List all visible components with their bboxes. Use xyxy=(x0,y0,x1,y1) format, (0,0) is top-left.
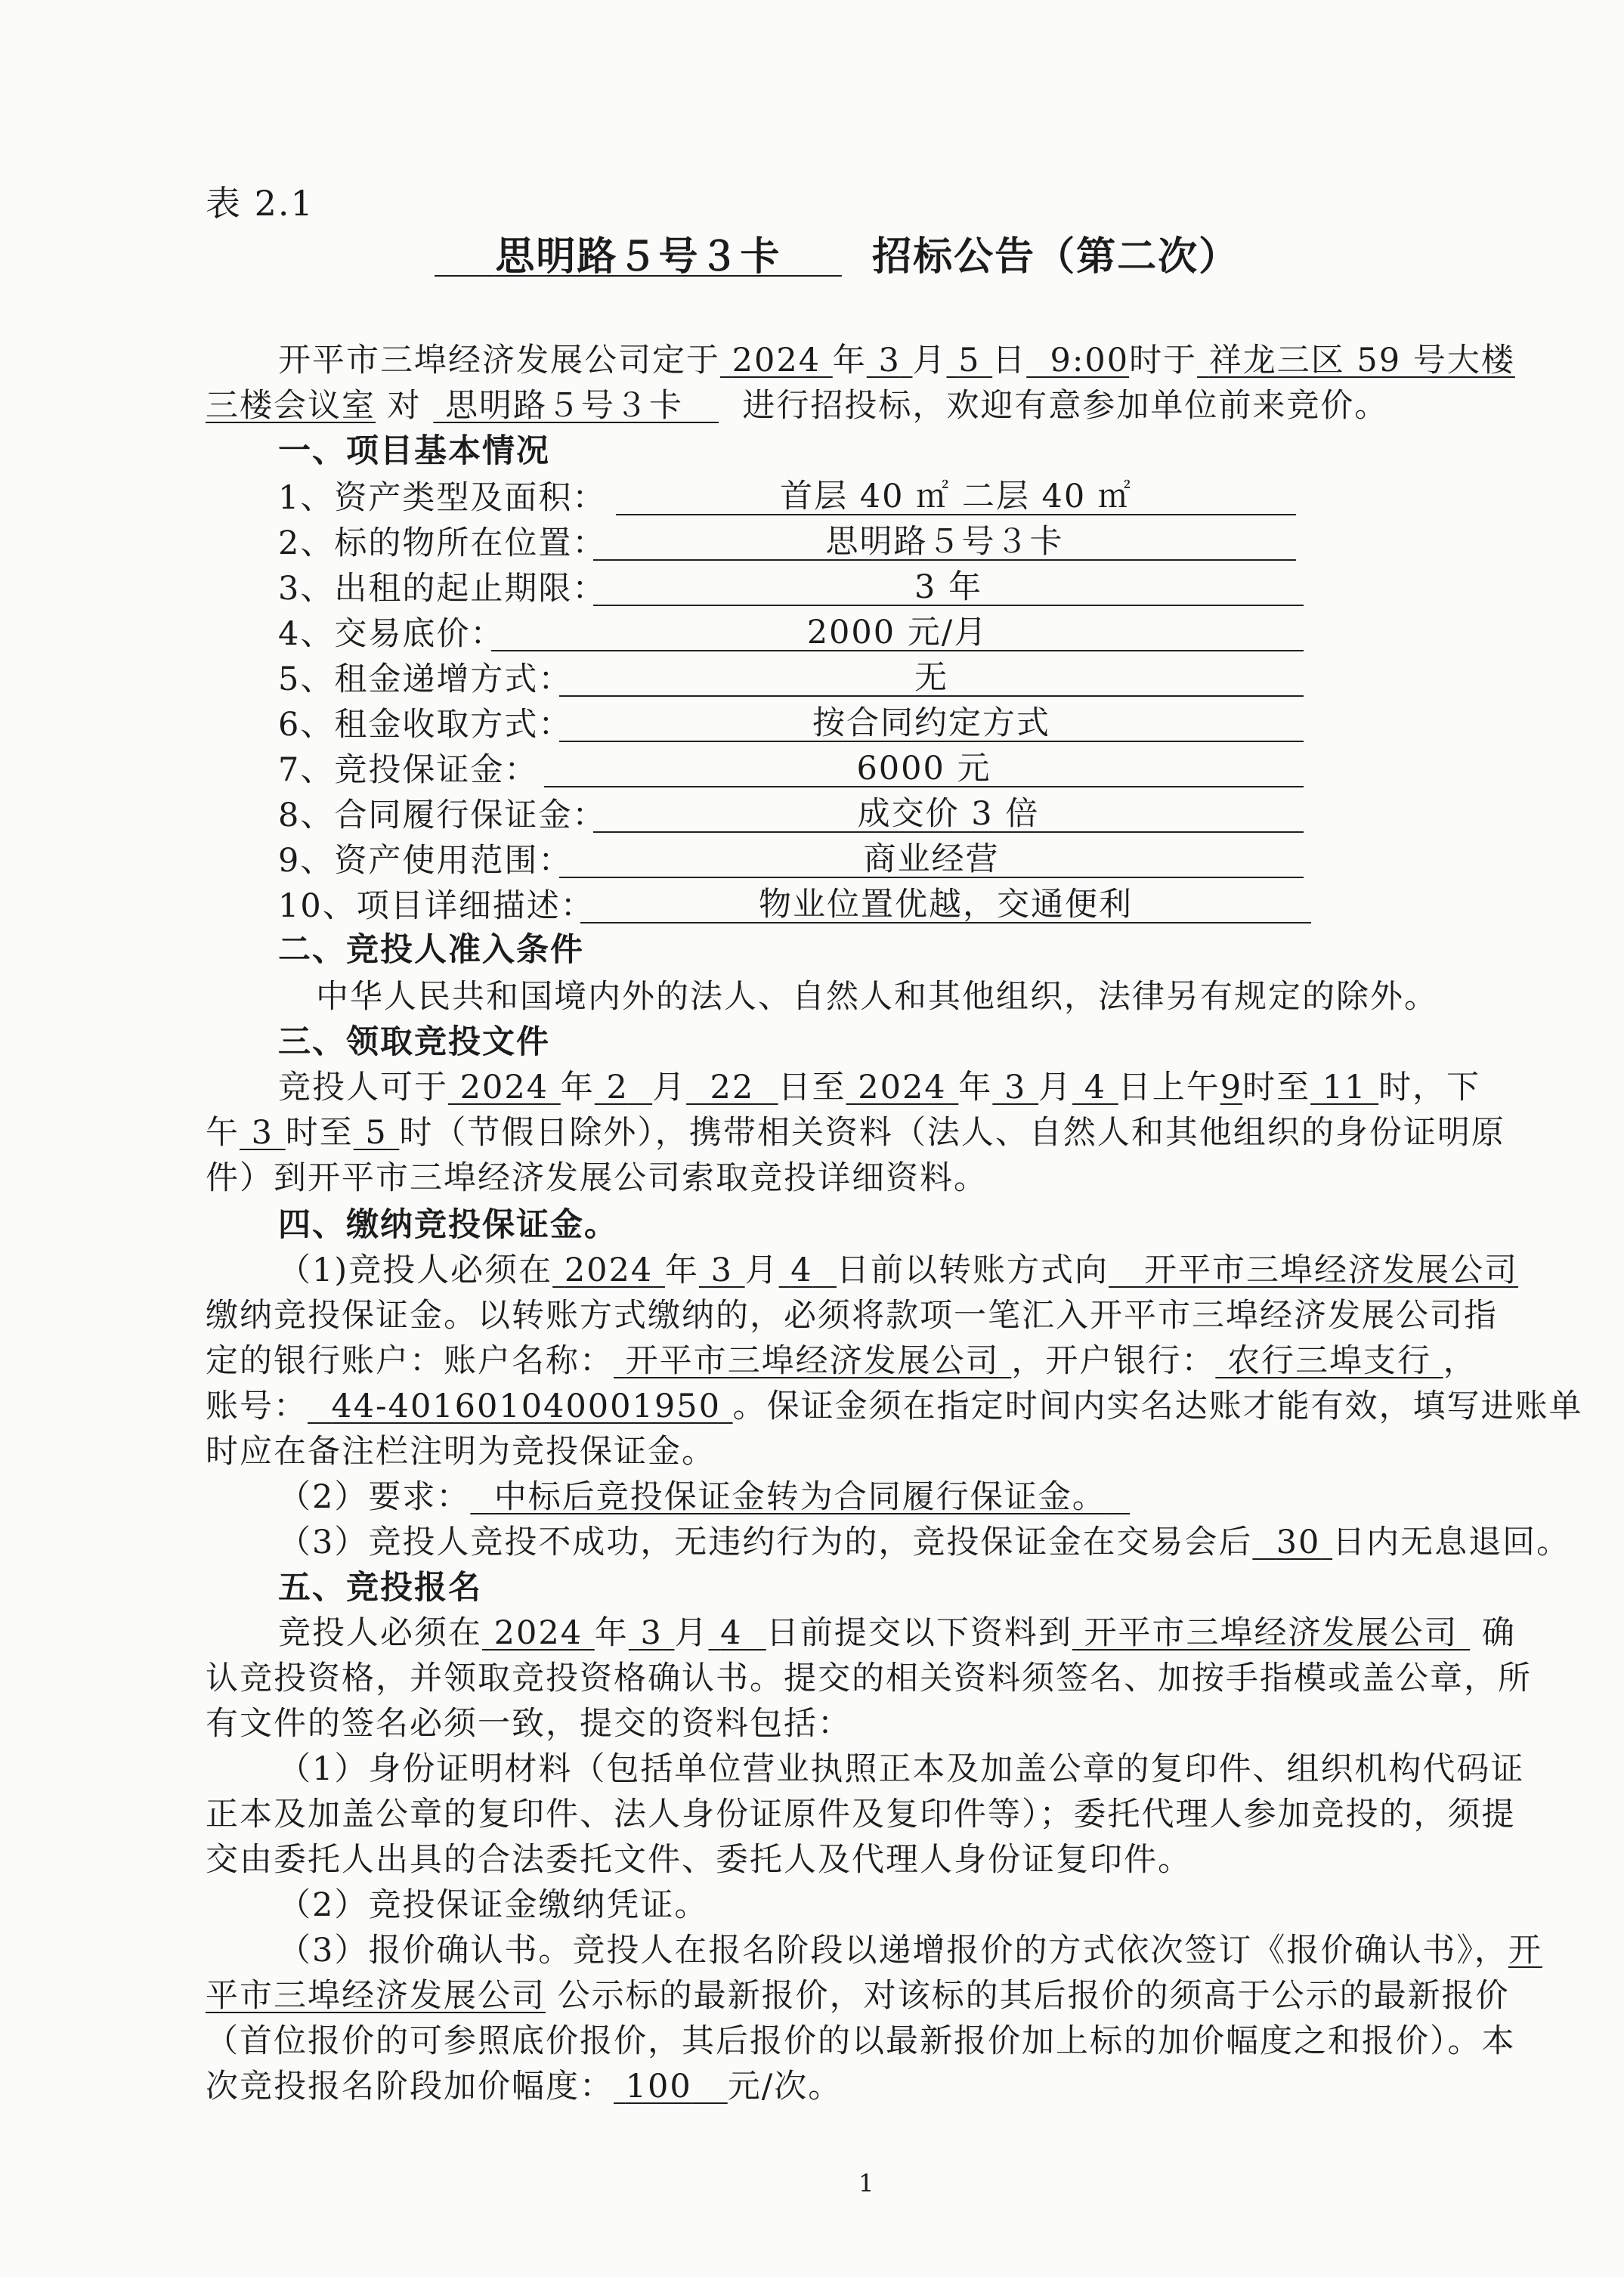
table-label: 表 2.1 xyxy=(206,183,314,224)
project-info-item xyxy=(278,476,1624,520)
section-2-text: 中华人民共和国境内外的法人、自然人和其他组织，法律另有规定的除外。 xyxy=(316,978,1438,1016)
section-5-heading: 五、竞投报名 xyxy=(278,1569,482,1607)
title-subject: 思明路５号３卡 xyxy=(495,234,781,280)
section-5-item-3-line-3: （首位报价的可参照底价报价，其后报价的以最新报价加上标的加价幅度之和报价）。本 xyxy=(206,2022,1516,2060)
section-3-line-1: 竞投人可于 2024 年 2 月 22 日至 2024 年 3 月 4 日上午9时至 11 时，下 xyxy=(278,1069,1481,1106)
project-info-item xyxy=(278,567,1624,611)
item-value: 无 xyxy=(559,657,1304,697)
section-4-p1-line-2: 缴纳竞投保证金。以转账方式缴纳的，必须将款项一笔汇入开平市三埠经济发展公司指 xyxy=(206,1297,1498,1335)
item-label: 4、交易底价： xyxy=(278,615,505,653)
item-value: 按合同约定方式 xyxy=(559,703,1304,742)
item-value: 首层 40 ㎡ 二层 40 ㎡ xyxy=(616,476,1296,515)
section-5-item-3-line-4: 次竞投报名阶段加价幅度： 100 元/次。 xyxy=(206,2068,843,2105)
item-label: 2、标的物所在位置： xyxy=(278,524,607,562)
project-info-item xyxy=(278,521,1624,565)
section-3-line-3: 件）到开平市三埠经济发展公司索取竞投详细资料。 xyxy=(206,1159,988,1197)
item-value: 物业位置优越，交通便利 xyxy=(580,884,1311,923)
section-4-p3: （3）竞投人竞投不成功，无违约行为的，竞投保证金在交易会后 30 日内无息退回。 xyxy=(278,1524,1571,1561)
section-5-line-2: 认竞投资格，并领取竞投资格确认书。提交的相关资料须签名、加按手指模或盖公章，所 xyxy=(206,1660,1532,1697)
section-4-p1-line-3: 定的银行账户：账户名称： 开平市三埠经济发展公司 ，开户银行： 农行三埠支行 ， xyxy=(206,1342,1477,1380)
section-5-item-3-line-1: （3）报价确认书。竞投人在报名阶段以递增报价的方式依次签订《报价确认书》，开 xyxy=(278,1932,1542,1969)
project-info-item xyxy=(278,703,1624,747)
section-4-p1-line-5: 时应在备注栏注明为竞投保证金。 xyxy=(206,1433,716,1471)
item-label: 8、合同履行保证金： xyxy=(278,797,607,834)
project-info-item xyxy=(278,748,1624,792)
section-5-item-1-line-2: 正本及加盖公章的复印件、法人身份证原件及复印件等）；委托代理人参加竞投的，须提 xyxy=(206,1796,1516,1833)
intro-line-2: 三楼会议室 对 思明路５号３卡 进行招投标，欢迎有意参加单位前来竞价。 xyxy=(206,387,1389,425)
section-4-p2: （2）要求： 中标后竞投保证金转为合同履行保证金。 xyxy=(278,1478,1106,1516)
intro-line-1: 开平市三埠经济发展公司定于 2024 年 3 月 5 日 9:00时于 祥龙三区 59 号大楼 xyxy=(278,342,1515,379)
page-number: 1 xyxy=(858,2169,876,2198)
section-5-item-1-line-3: 交由委托人出具的合法委托文件、委托人及代理人身份证复印件。 xyxy=(206,1841,1192,1879)
item-label: 6、租金收取方式： xyxy=(278,706,573,744)
section-5-item-1-line-1: （1）身份证明材料（包括单位营业执照正本及加盖公章的复印件、组织机构代码证 xyxy=(278,1750,1525,1788)
page-title xyxy=(435,230,1624,283)
project-info-item xyxy=(278,612,1624,656)
section-3-heading: 三、领取竞投文件 xyxy=(278,1023,550,1061)
title-suffix: 招标公告（第二次） xyxy=(872,234,1240,280)
project-info-item xyxy=(278,794,1624,837)
section-4-heading: 四、缴纳竞投保证金。 xyxy=(278,1206,618,1244)
section-3-line-2: 午 3 时至 5 时（节假日除外），携带相关资料（法人、自然人和其他组织的身份证明原 xyxy=(206,1114,1505,1152)
project-info-item xyxy=(278,839,1624,883)
section-5-line-1: 竞投人必须在 2024 年 3 月 4 日前提交以下资料到 开平市三埠经济发展公司 确 xyxy=(278,1614,1516,1652)
item-value: 6000 元 xyxy=(544,748,1304,787)
item-label: 10、项目详细描述： xyxy=(278,887,595,925)
section-5-line-3: 有文件的签名必须一致，提交的资料包括： xyxy=(206,1705,852,1743)
item-label: 1、资产类型及面积： xyxy=(278,479,607,517)
item-label: 7、竞投保证金： xyxy=(278,751,539,789)
section-2-heading: 二、竞投人准入条件 xyxy=(278,931,584,969)
item-label: 9、资产使用范围： xyxy=(278,842,573,880)
item-value: 商业经营 xyxy=(559,839,1304,878)
section-4-p1-line-1: （1)竞投人必须在 2024 年 3 月 4 日前以转账方式向 开平市三埠经济发展公司 xyxy=(278,1251,1519,1289)
section-4-p1-line-4: 账号： 44-401601040001950 。保证金须在指定时间内实名达账才能有效，填写进账单 xyxy=(206,1388,1583,1425)
item-value: 3 年 xyxy=(593,567,1304,606)
item-value: 思明路５号３卡 xyxy=(593,521,1296,561)
section-5-item-2: （2）竞投保证金缴纳凭证。 xyxy=(278,1886,709,1924)
item-value: 2000 元/月 xyxy=(491,612,1304,651)
project-info-item xyxy=(278,657,1624,701)
item-label: 5、租金递增方式： xyxy=(278,661,573,698)
section-5-item-3-line-2: 平市三埠经济发展公司 公示标的最新报价，对该标的其后报价的须高于公示的最新报价 xyxy=(206,1977,1510,2015)
section-1-heading: 一、项目基本情况 xyxy=(278,432,550,470)
item-value: 成交价 3 倍 xyxy=(593,794,1304,833)
project-info-item xyxy=(278,884,1624,928)
item-label: 3、出租的起止期限： xyxy=(278,570,607,608)
